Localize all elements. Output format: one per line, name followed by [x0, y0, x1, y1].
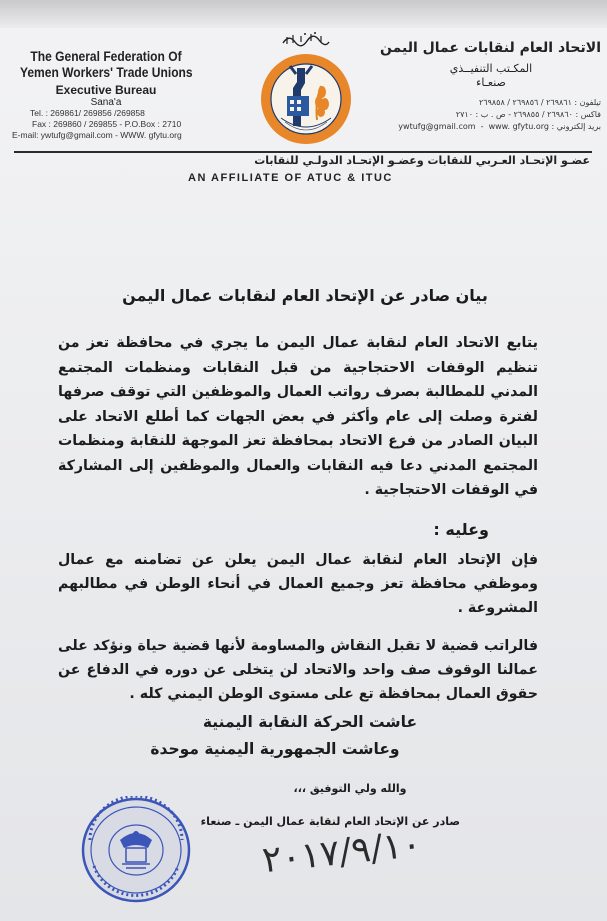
english-org-name-line1: The General Federation Of [30, 48, 182, 64]
federation-logo [259, 52, 353, 146]
arabic-org-block [381, 40, 601, 89]
official-stamp [80, 796, 192, 904]
issued-by: صادر عن الإتحاد العام لنقابة عمال اليمن ـ صنعاء [200, 815, 460, 828]
affiliate-arabic: عضـو الإتحـاد العـربي للنقابات وعضـو الإتحـاد الدولـي للنقابات [254, 154, 590, 167]
english-tel: Tel. : 269861/ 269856 /269858 [30, 108, 145, 118]
arabic-fax: فاكس : ٢٦٩٨٦٠ / ٢٦٩٨٥٥ - ص . ب : ٢٧١٠ [455, 110, 601, 119]
statement-paragraph-1: يتابع الاتحاد العام لنقابة عمال اليمن ما يجري في محافظة تعز من تنظيم الوقفات الاحتجاجية من قبل النقابات ومنظمات المجتمع المدني للمطالبة بصرف رواتب العمال والموظفين التي توقف صرفها لفترة وصلت إلى عام وأكثر في بعض الجهات كما أطلع الاتحاد على البيان الصادر من فرع الاتحاد بمحافظة تعز الموجهة للنقابة ومنظمات المجتمع المدني دعا فيه النقابات والعمال والموظفين إلى المشاركة في الوقفات الاحتجاجية . [58, 335, 538, 498]
statement-heading: بيان صادر عن الإتحاد العام لنقابات عمال اليمن [122, 286, 488, 305]
statement-paragraph-2: فإن الإتحاد العام لنقابة عمال اليمن يعلن عن تضامنه مع عمال وموظفي محافظة تعز وجميع العمال في أنحاء الوطن في مطالبهم المشروعة . [58, 552, 538, 616]
top-edge [0, 0, 607, 28]
affiliate-english: AN AFFILIATE OF ATUC & ITUC [188, 172, 393, 184]
english-org-name-line2: Yemen Workers' Trade Unions [20, 64, 193, 80]
arabic-web: www. gfytu.org [488, 122, 549, 131]
slogan-1: عاشت الحركة النقابة اليمنية [202, 713, 418, 731]
therefore-label: وعليه : [433, 520, 489, 539]
arabic-city: صنعـاء [476, 76, 506, 89]
english-city: Sana'a [90, 97, 122, 108]
arabic-org-name: الاتحاد العام لنقابات عمال اليمن [380, 40, 601, 56]
header-divider [14, 151, 592, 153]
arabic-tel: تيلفون : ٢٦٩٨٦١ / ٢٦٩٨٥٦ / ٢٦٩٨٥٨ [478, 98, 601, 107]
arabic-email-web: بريد إلكتروني : ywtufg@gmail.com - www. gfytu.org [398, 122, 601, 131]
english-bureau: Executive Bureau [55, 83, 157, 97]
arabic-email: بريد إلكتروني : ywtufg@gmail.com [398, 122, 601, 131]
english-contact-block [4, 108, 214, 141]
english-org-block [6, 48, 206, 108]
arabic-bureau: المكـتب التنفيــذي [449, 62, 533, 75]
closing-phrase: والله ولي التوفيق ،،، [293, 782, 407, 795]
arabic-contact-block [393, 97, 601, 133]
slogan-2: وعاشت الجمهورية اليمنية موحدة [150, 740, 400, 758]
logo-building-icon [287, 96, 309, 116]
english-email: E-mail: ywtufg@gmail.com - WWW. gfytu.org [12, 130, 182, 140]
statement-paragraph-3: فالراتب قضية لا تقبل النقاش والمساومة لأنها قضية حياة ونؤكد على عمالنا الوقوف صف واحد والاتحاد لن يتخلى عن دوره في الدفاع عن حقوق العمال بمحافظة تع على مستوى الوطن اليمني كله . [58, 638, 538, 702]
english-fax: Fax : 269860 / 269855 - P.O.Box : 2710 [32, 119, 182, 129]
calligraphy-mark [281, 30, 331, 48]
handwritten-date: ٢٠١٧/٩/١٠ [260, 823, 424, 882]
